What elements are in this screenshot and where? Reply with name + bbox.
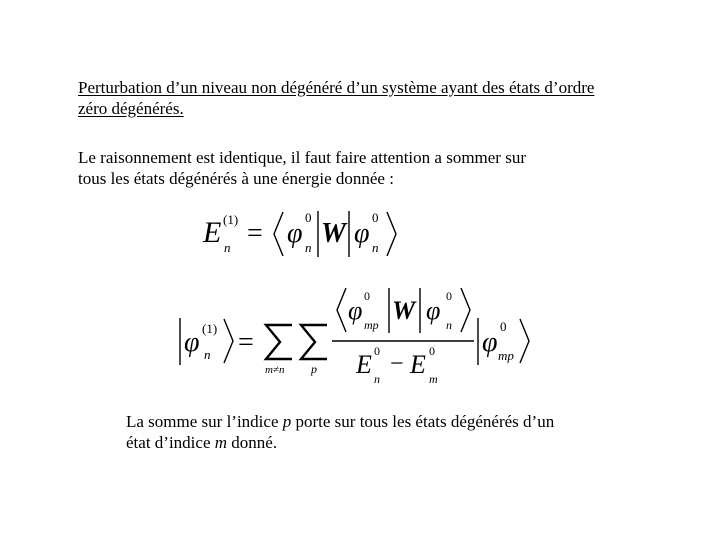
eq1-bra-phi: φ xyxy=(287,218,303,249)
eq1-equals: = xyxy=(247,218,263,249)
eq1-operator-w: W xyxy=(321,218,346,249)
note-line-1-pre: La somme sur l’indice xyxy=(126,412,283,431)
eq2-den-e2: E xyxy=(410,350,426,379)
note-line-2-pre: état d’indice xyxy=(126,433,215,452)
title-line-2: zéro dégénérés. xyxy=(78,99,184,118)
slide-title xyxy=(78,77,594,119)
eq2-ket-subscript: mp xyxy=(498,348,514,363)
eq1-bra-superscript: 0 xyxy=(305,210,312,225)
intro-paragraph xyxy=(78,147,526,189)
eq1-ket-phi: φ xyxy=(354,218,370,249)
eq1-left-angle xyxy=(274,212,283,256)
eq2-num-left-angle xyxy=(337,288,346,332)
eq2-ket-phi: φ xyxy=(482,327,498,358)
eq2-num-right-angle xyxy=(461,288,470,332)
eq2-den-e1: E xyxy=(356,350,372,379)
note-paragraph xyxy=(126,411,554,453)
eq2-ket-superscript: 0 xyxy=(500,319,507,334)
eq1-lhs-energy: E xyxy=(203,216,222,249)
title-line-1: Perturbation d’un niveau non dégénéré d’un système ayant des états d’ordre xyxy=(78,78,595,97)
note-line-2-post: donné. xyxy=(227,433,278,452)
eq2-num-operator-w: W xyxy=(392,296,416,325)
eq2-equals: = xyxy=(238,327,254,358)
eq2-den-e2-superscript: 0 xyxy=(429,344,435,358)
eq2-num-bra-subscript: mp xyxy=(364,318,379,332)
eq2-den-e1-subscript: n xyxy=(374,372,380,386)
equation-state-correction xyxy=(170,283,550,388)
note-var-m: m xyxy=(214,433,228,452)
eq1-ket-subscript: n xyxy=(372,240,379,255)
eq2-den-e2-subscript: m xyxy=(429,372,438,386)
intro-line-2: tous les états dégénérés à une énergie donnée : xyxy=(78,169,394,188)
eq2-sum1-index: m≠n xyxy=(265,364,285,376)
eq2-sum-symbol-1 xyxy=(266,325,292,359)
eq2-num-bra-superscript: 0 xyxy=(364,289,370,303)
equation-energy-correction xyxy=(195,200,425,270)
note-line-1 xyxy=(126,411,554,432)
eq2-num-bra-phi: φ xyxy=(348,296,363,325)
note-var-p: p xyxy=(282,412,292,431)
note-line-2 xyxy=(126,432,554,453)
eq2-num-ket-subscript: n xyxy=(446,318,452,332)
eq2-den-e1-superscript: 0 xyxy=(374,344,380,358)
eq1-lhs-subscript: n xyxy=(224,240,231,255)
note-line-1-post: porte sur tous les états dégénérés d’un xyxy=(291,412,555,431)
eq1-bra-subscript: n xyxy=(305,240,312,255)
eq1-right-angle xyxy=(387,212,396,256)
eq2-den-minus: − xyxy=(390,351,404,377)
eq2-lhs-subscript: n xyxy=(204,347,211,362)
eq2-lhs-right-angle xyxy=(224,319,233,363)
intro-line-1: Le raisonnement est identique, il faut faire attention a sommer sur xyxy=(78,148,526,167)
eq2-num-ket-superscript: 0 xyxy=(446,289,452,303)
eq2-lhs-phi: φ xyxy=(184,327,200,358)
eq1-ket-superscript: 0 xyxy=(372,210,379,225)
eq2-num-ket-phi: φ xyxy=(426,296,441,325)
eq2-sum-symbol-2 xyxy=(301,325,327,359)
eq2-ket-right-angle xyxy=(520,319,529,363)
eq2-sum2-index: p xyxy=(311,362,317,376)
eq2-lhs-superscript: (1) xyxy=(202,321,218,336)
eq1-lhs-superscript: (1) xyxy=(223,212,239,227)
